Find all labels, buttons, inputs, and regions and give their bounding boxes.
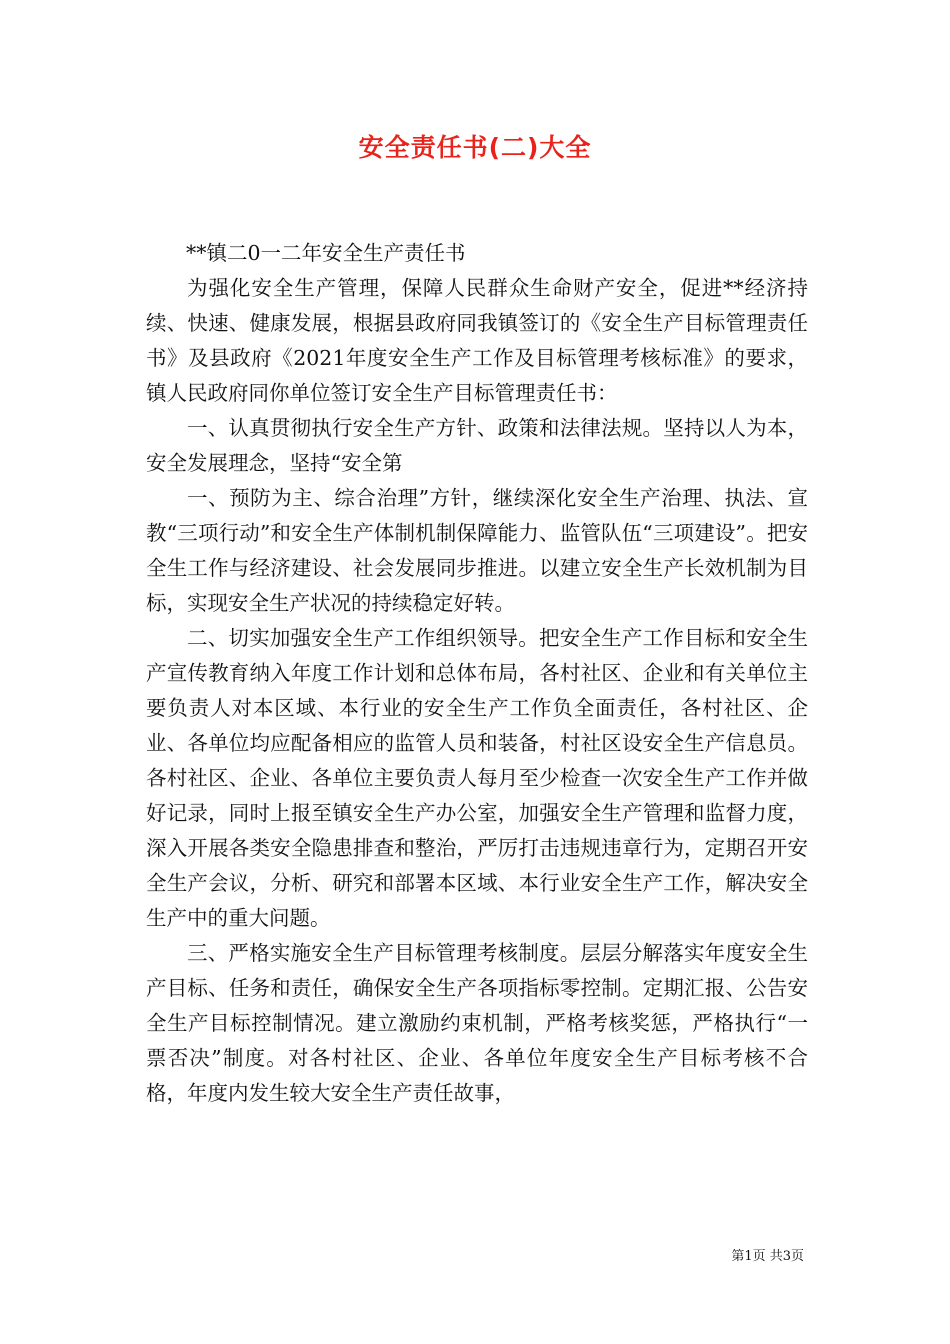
paragraph-item-2: 二、切实加强安全生产工作组织领导。把安全生产工作目标和安全生产宣传教育纳入年度工作计划和总体布局，各村社区、企业和有关单位主要负责人对本区域、本行业的安全生产工作负全面责任，各村社区、企业、各单位均应配备相应的监管人员和装备，村社区设安全生产信息员。各村社区、企业、各单位主要负责人每月至少检查一次安全生产工作并做好记录，同时上报至镇安全生产办公室，加强安全生产管理和监督力度，深入开展各类安全隐患排查和整治，严厉打击违规违章行为，定期召开安全生产会议，分析、研究和部署本区域、本行业安全生产工作，解决安全生产中的重大问题。	[146, 626, 808, 930]
paragraph-item-1: 一、认真贯彻执行安全生产方针、政策和法律法规。坚持以人为本，安全发展理念，坚持“安全第	[146, 416, 808, 475]
paragraph-item-1-continued: 一、预防为主、综合治理”方针，继续深化安全生产治理、执法、宣教“三项行动”和安全生产体制机制保障能力、监管队伍“三项建设”。把安全生工作与经济建设、社会发展同步推进。以建立安全生产长效机制为目标，实现安全生产状况的持续稳定好转。	[146, 486, 808, 615]
paragraph-item-3: 三、严格实施安全生产目标管理考核制度。层层分解落实年度安全生产目标、任务和责任，确保安全生产各项指标零控制。定期汇报、公告安全生产目标控制情况。建立激励约束机制，严格考核奖惩，严格执行“一票否决”制度。对各村社区、企业、各单位年度安全生产目标考核不合格，年度内发生较大安全生产责任故事，	[146, 941, 808, 1105]
paragraph-heading: **镇二0一二年安全生产责任书	[185, 241, 466, 265]
document-body	[146, 236, 808, 1111]
page-number: 第1页 共3页	[731, 1249, 804, 1264]
paragraph-intro: 为强化安全生产管理，保障人民群众生命财产安全，促进**经济持续、快速、健康发展，根据县政府同我镇签订的《安全生产目标管理责任书》及县政府《2021年度安全生产工作及目标管理考核标准》的要求，镇人民政府同你单位签订安全生产目标管理责任书：	[146, 276, 808, 405]
document-title: 安全责任书(二)大全	[358, 133, 592, 162]
